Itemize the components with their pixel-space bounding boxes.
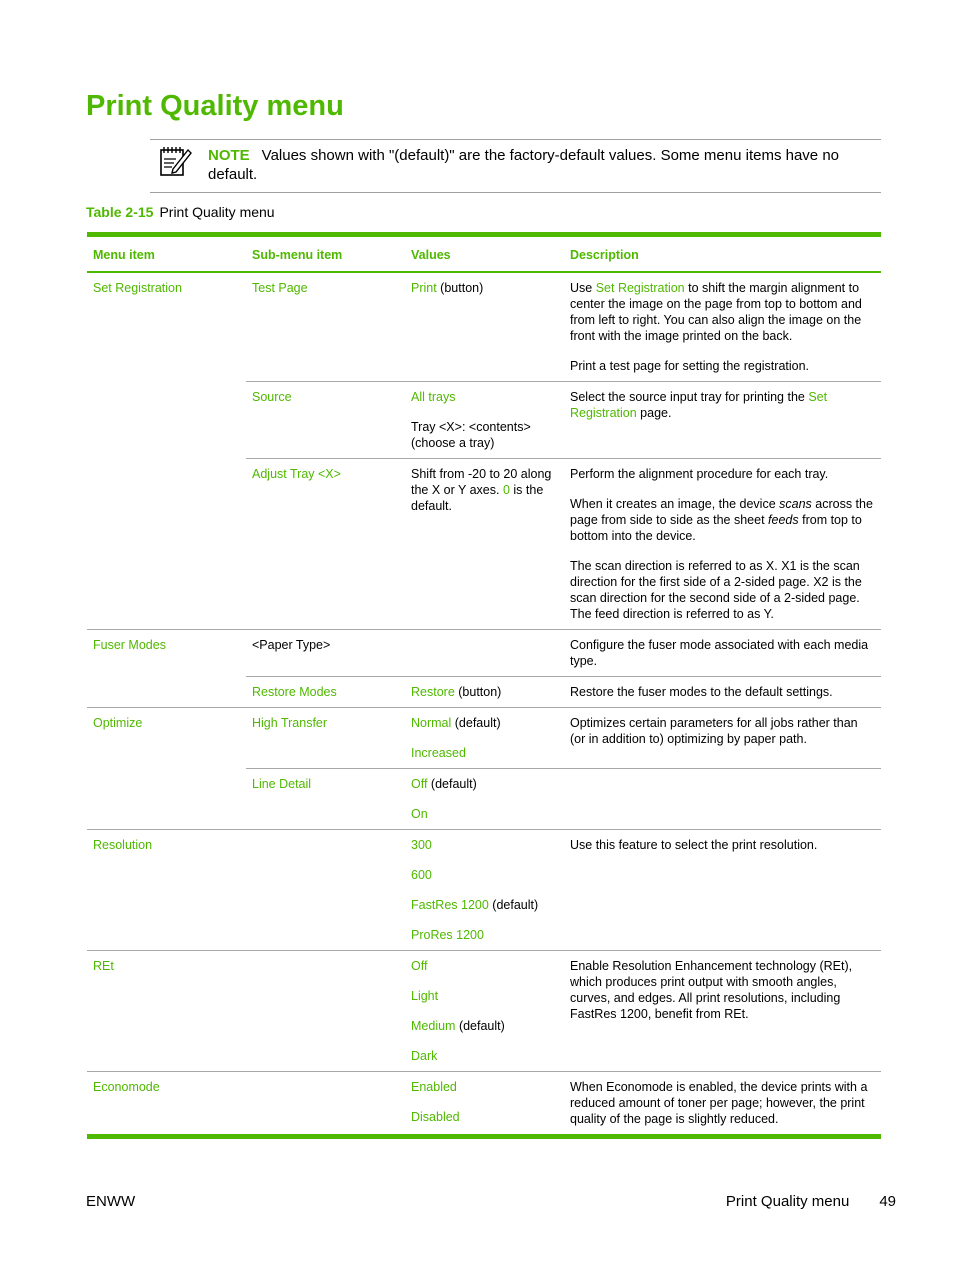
value-all-trays[interactable]: All trays xyxy=(411,390,456,404)
value-suffix: (default) xyxy=(451,716,501,730)
value-suffix: (button) xyxy=(436,281,484,295)
value-cell xyxy=(405,630,564,677)
value-off[interactable]: Off xyxy=(411,777,428,791)
value-tray-x: Tray <X>: <contents> (choose a tray) xyxy=(411,420,531,450)
value-text: is the default. xyxy=(411,483,544,513)
page-title: Print Quality menu xyxy=(86,90,344,122)
submenu-test-page[interactable]: Test Page xyxy=(252,281,308,295)
description-cell: Use this feature to select the print resolution. xyxy=(564,830,881,951)
value-increased[interactable]: Increased xyxy=(411,746,466,760)
table-row xyxy=(87,272,881,382)
description-cell xyxy=(564,459,881,630)
value-suffix: (button) xyxy=(454,685,502,699)
note-body: Values shown with "(default)" are the factory-default values. Some menu items have no default. xyxy=(208,147,840,183)
desc-text: across the page from side to side as the sheet xyxy=(570,497,873,527)
desc-text: page. xyxy=(636,406,672,420)
header-values: Values xyxy=(405,235,564,273)
submenu-high-transfer[interactable]: High Transfer xyxy=(246,708,405,769)
value-enabled[interactable]: Enabled xyxy=(411,1080,457,1094)
description-cell: Enable Resolution Enhancement technology (REt), which produces print output with smooth angles, curves, and edges. All print resolutions, including FastRes 1200, benefit from REt. xyxy=(564,951,881,1072)
header-menu-item: Menu item xyxy=(87,235,246,273)
value-dark[interactable]: Dark xyxy=(411,1049,438,1063)
value-cell xyxy=(405,1072,564,1137)
description-cell: Configure the fuser mode associated with each media type. xyxy=(564,630,881,677)
print-quality-table xyxy=(87,232,881,1139)
submenu-paper-type: <Paper Type> xyxy=(246,630,405,677)
table-row xyxy=(87,630,881,677)
menu-item-set-registration[interactable]: Set Registration xyxy=(93,281,182,295)
submenu-cell xyxy=(246,830,405,951)
description-cell xyxy=(564,382,881,459)
value-disabled[interactable]: Disabled xyxy=(411,1110,460,1124)
note-label: NOTE xyxy=(208,147,250,164)
value-cell xyxy=(405,382,564,459)
link-set-registration[interactable]: Set Registration xyxy=(595,281,685,295)
footer-right xyxy=(726,1193,896,1210)
description-cell: Restore the fuser modes to the default settings. xyxy=(564,677,881,708)
desc-text: Select the source input tray for printing the xyxy=(570,390,809,404)
desc-text: Use xyxy=(570,281,596,295)
value-cell xyxy=(405,769,564,830)
desc-italic: scans xyxy=(779,497,812,511)
desc-text: Print a test page for setting the registration. xyxy=(570,359,810,373)
table-caption-text: Print Quality menu xyxy=(159,204,275,220)
value-suffix: (default) xyxy=(455,1019,505,1033)
table-number: Table 2-15 xyxy=(86,204,154,220)
table-row xyxy=(87,951,881,1072)
submenu-source[interactable]: Source xyxy=(246,382,405,459)
value-off[interactable]: Off xyxy=(411,959,428,973)
menu-item-fuser-modes[interactable]: Fuser Modes xyxy=(87,630,246,708)
footer-section: Print Quality menu xyxy=(725,1193,850,1210)
desc-text: from top to bottom into the device. xyxy=(570,513,862,543)
description-cell: Optimizes certain parameters for all jobs rather than (or in addition to) optimizing by paper path. xyxy=(564,708,881,769)
submenu-cell xyxy=(246,1072,405,1137)
menu-item-optimize[interactable]: Optimize xyxy=(87,708,246,830)
desc-italic: feeds xyxy=(768,513,799,527)
value-zero[interactable]: 0 xyxy=(502,483,510,497)
description-cell: When Economode is enabled, the device prints with a reduced amount of toner per page; however, the print quality of the page is slightly reduced. xyxy=(564,1072,881,1137)
table-row xyxy=(87,830,881,951)
page-number: 49 xyxy=(879,1193,896,1210)
header-description: Description xyxy=(564,235,881,273)
value-normal[interactable]: Normal xyxy=(411,716,452,730)
value-text: Shift from -20 to 20 along the X or Y axes. xyxy=(411,467,552,497)
value-cell xyxy=(405,708,564,769)
menu-item-resolution[interactable]: Resolution xyxy=(87,830,246,951)
value-print[interactable]: Print xyxy=(411,281,437,295)
description-cell xyxy=(564,769,881,830)
desc-text: The scan direction is referred to as X. X1 is the scan direction for the first side of a 2-sided page. X2 is the scan direction for the second side of a 2-sided page. The feed direction is referred to as Y. xyxy=(570,559,862,621)
table-caption xyxy=(86,204,275,220)
value-medium[interactable]: Medium xyxy=(411,1019,456,1033)
value-light[interactable]: Light xyxy=(411,989,439,1003)
value-suffix: (default) xyxy=(427,777,477,791)
menu-item-ret[interactable]: REt xyxy=(87,951,246,1072)
header-sub-menu-item: Sub-menu item xyxy=(246,235,405,273)
value-prores-1200[interactable]: ProRes 1200 xyxy=(411,928,484,942)
value-fastres-1200[interactable]: FastRes 1200 xyxy=(411,898,489,912)
note-box xyxy=(150,139,881,193)
value-300[interactable]: 300 xyxy=(411,838,432,852)
desc-text: When it creates an image, the device xyxy=(570,497,780,511)
value-restore[interactable]: Restore xyxy=(411,685,455,699)
value-on[interactable]: On xyxy=(411,807,428,821)
desc-text: to shift the margin alignment to center the image on the page from top to bottom and from left to right. You can also align the image on the front with the image printed on the back. xyxy=(570,281,862,343)
submenu-line-detail[interactable]: Line Detail xyxy=(246,769,405,830)
description-cell xyxy=(564,272,881,382)
note-text xyxy=(208,146,878,184)
value-cell xyxy=(405,677,564,708)
submenu-restore-modes[interactable]: Restore Modes xyxy=(246,677,405,708)
link-set-registration[interactable]: Set Registration xyxy=(570,390,828,420)
value-cell xyxy=(405,951,564,1072)
value-cell xyxy=(405,459,564,630)
value-cell xyxy=(405,830,564,951)
value-suffix: (default) xyxy=(488,898,539,912)
value-cell xyxy=(405,272,564,382)
value-600[interactable]: 600 xyxy=(411,868,432,882)
menu-item-economode[interactable]: Economode xyxy=(87,1072,246,1137)
note-pad-icon xyxy=(158,144,192,178)
submenu-adjust-tray[interactable]: Adjust Tray <X> xyxy=(246,459,405,630)
table-row xyxy=(87,708,881,769)
table-header-row xyxy=(87,235,881,273)
footer-left: ENWW xyxy=(86,1193,136,1210)
table-row xyxy=(87,1072,881,1137)
desc-text: Perform the alignment procedure for each tray. xyxy=(570,467,829,481)
submenu-cell xyxy=(246,951,405,1072)
